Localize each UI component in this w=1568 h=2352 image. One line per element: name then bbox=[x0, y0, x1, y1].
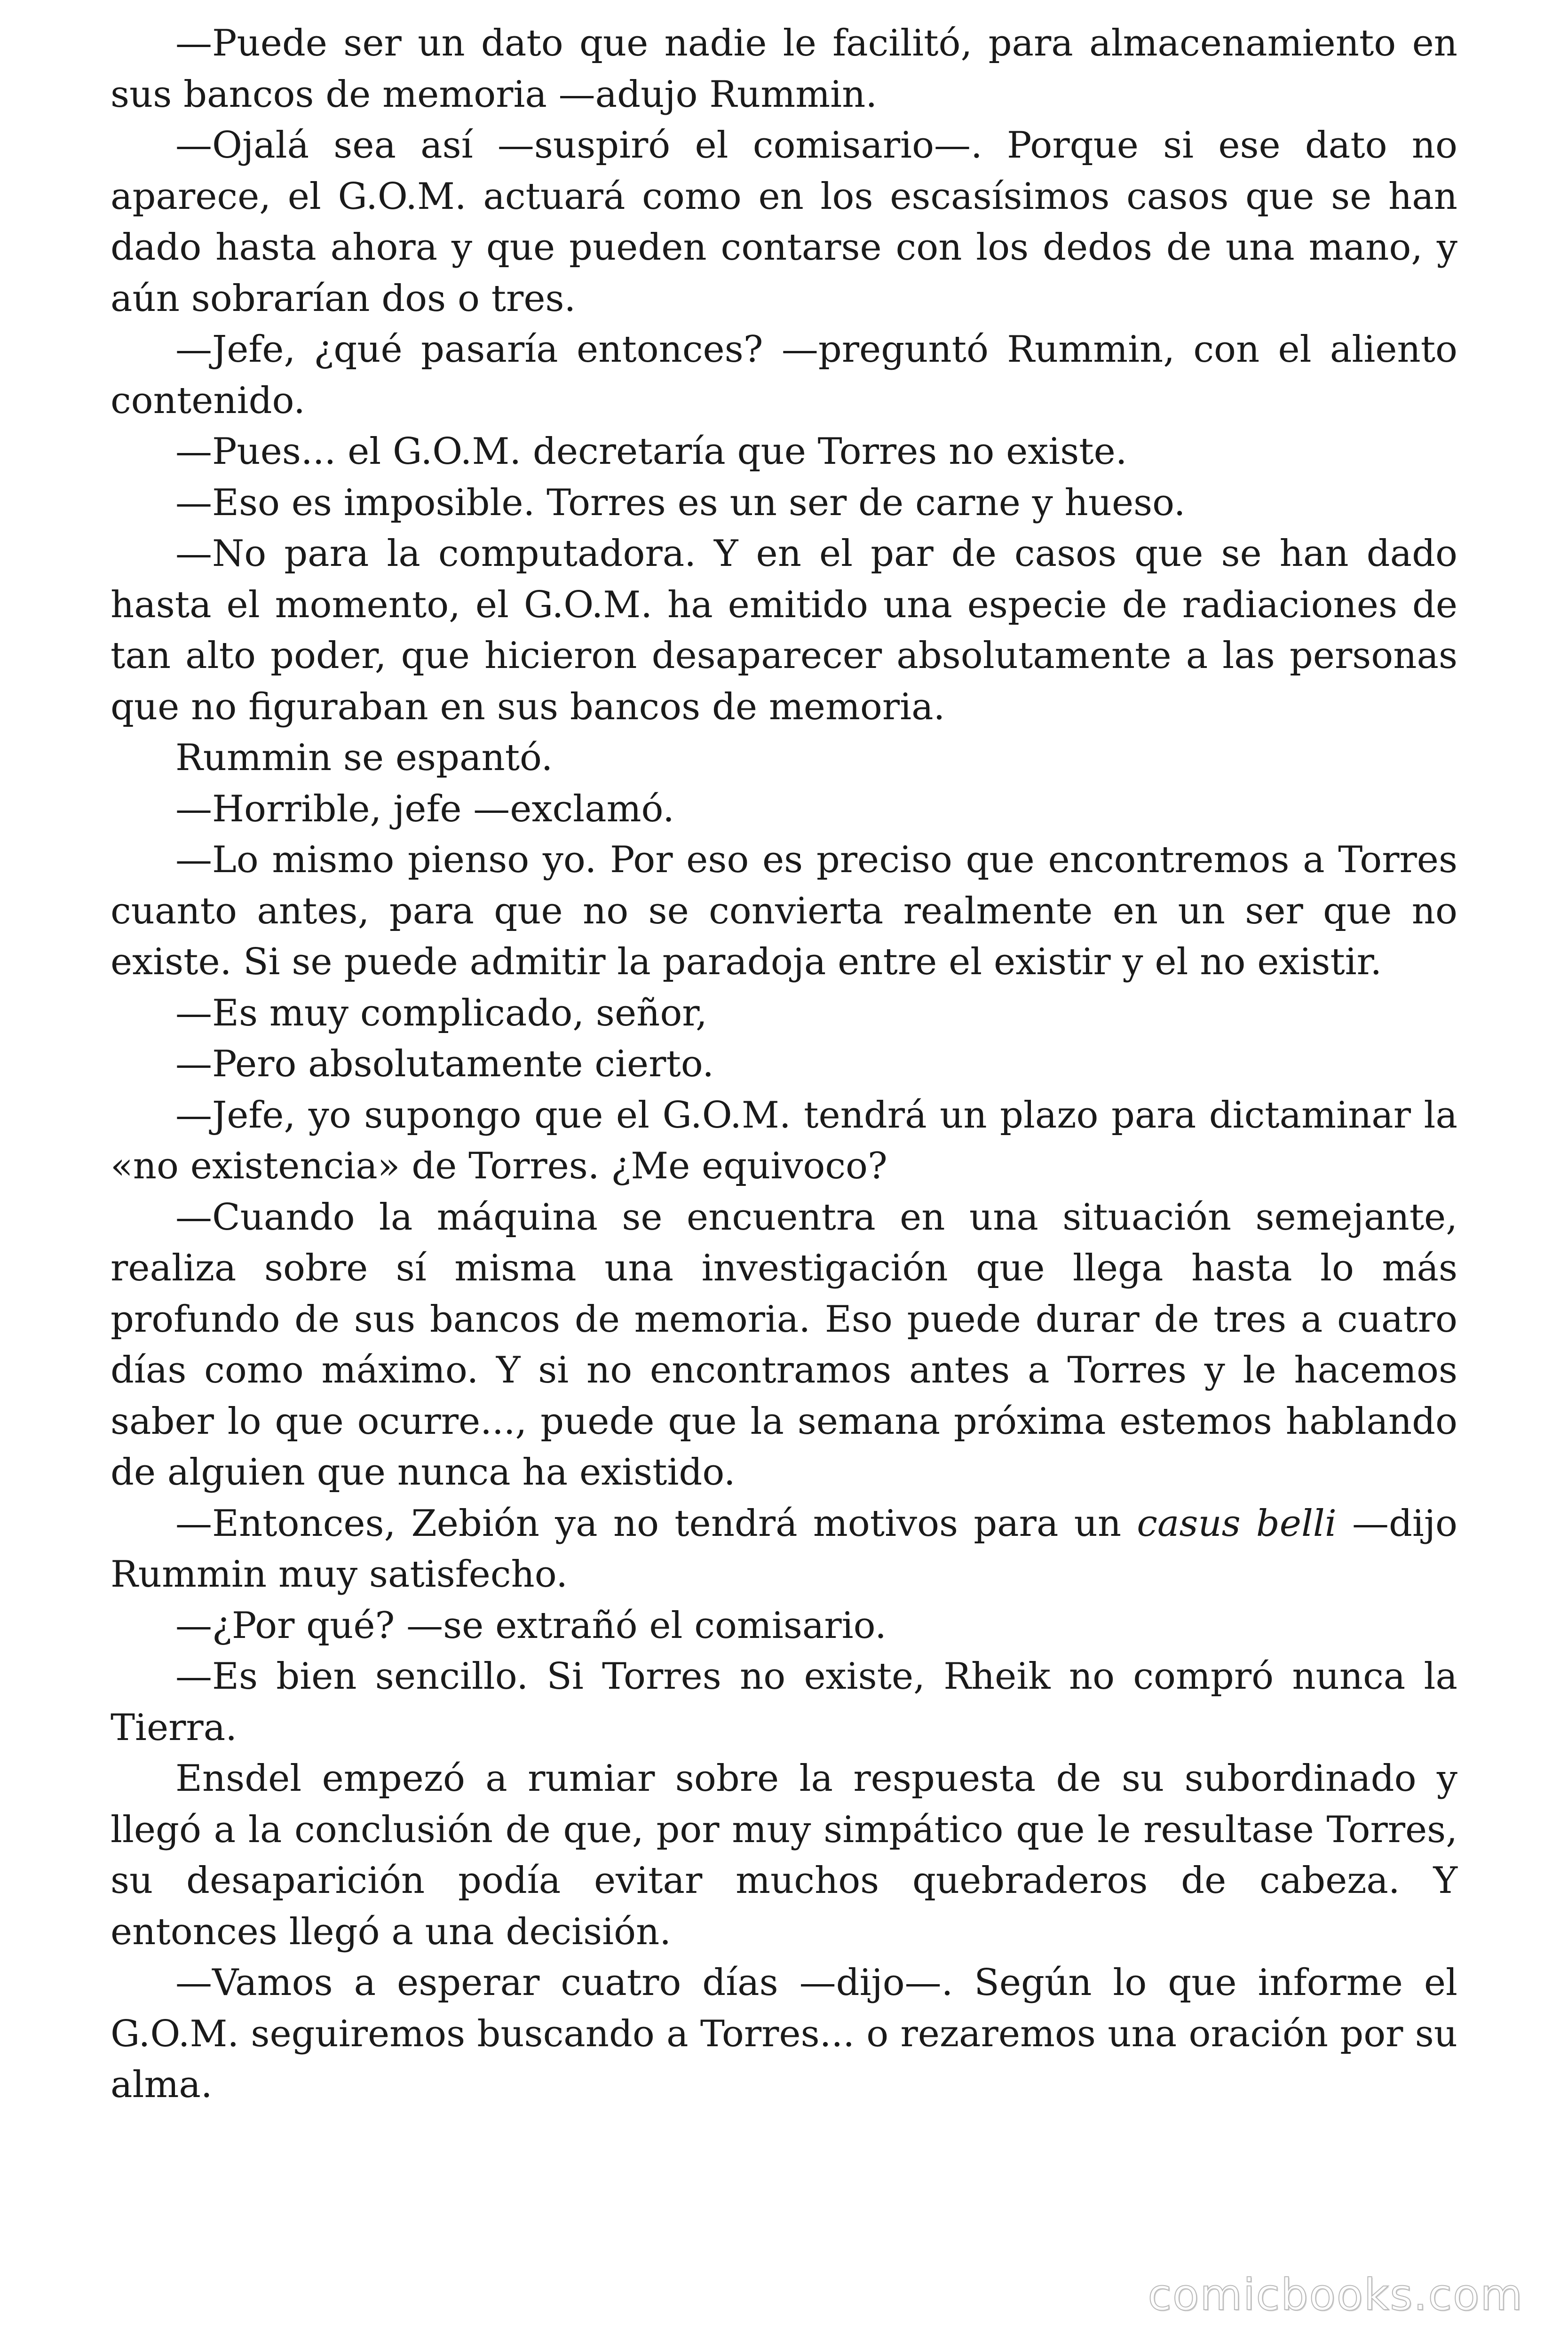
paragraph: —Es muy complicado, señor, bbox=[175, 992, 707, 1034]
paragraph: —Jefe, yo supongo que el G.O.M. tendrá un plazo para dictaminar la «no existencia» de Torres. ¿Me equivoco? bbox=[111, 1094, 1457, 1187]
paragraph: —Lo mismo pienso yo. Por eso es preciso que encontremos a Torres cuanto antes, para que no se convierta realmente en un ser que no existe. Si se puede admitir la paradoja entre el existir y el no existir. bbox=[111, 839, 1457, 983]
paragraph-casus-belli bbox=[111, 1498, 1457, 1600]
paragraph: —Cuando la máquina se encuentra en una situación semejante, realiza sobre sí misma una investigación que llega hasta lo más profundo de sus bancos de memoria. Eso puede durar de tres a cuatro días como máximo. Y si no encontramos antes a Torres y le hacemos saber lo que ocurre..., puede que la semana próxima estemos hablando de alguien que nunca ha existido. bbox=[111, 1196, 1457, 1494]
paragraph: —Pero absolutamente cierto. bbox=[175, 1043, 714, 1085]
paragraph: —¿Por qué? —se extrañó el comisario. bbox=[175, 1604, 887, 1647]
text-run: —dijo Rummin muy satisfecho. bbox=[111, 1502, 1457, 1596]
paragraph: —Es bien sencillo. Si Torres no existe, Rheik no compró nunca la Tierra. bbox=[111, 1655, 1457, 1749]
paragraph: —Jefe, ¿qué pasaría entonces? —preguntó Rummin, con el aliento contenido. bbox=[111, 328, 1457, 422]
paragraph: —Ojalá sea así —suspiró el comisario—. Porque si ese dato no aparece, el G.O.M. actuará como en los escasísimos casos que se han dado hasta ahora y que pueden contarse con los dedos de una mano, y aún sobrarían dos o tres. bbox=[111, 124, 1457, 320]
paragraph: —Horrible, jefe —exclamó. bbox=[175, 787, 674, 830]
paragraph: —Pues... el G.O.M. decretaría que Torres no existe. bbox=[175, 430, 1127, 473]
page-body bbox=[111, 18, 1457, 2111]
text-run: —Entonces, Zebión ya no tendrá motivos para un bbox=[175, 1502, 1137, 1545]
paragraph: —Eso es imposible. Torres es un ser de carne y hueso. bbox=[175, 481, 1186, 524]
italic-phrase: casus belli bbox=[1137, 1502, 1337, 1545]
paragraph: —Vamos a esperar cuatro días —dijo—. Según lo que informe el G.O.M. seguiremos buscando a Torres... o rezaremos una oración por su alma. bbox=[111, 1962, 1457, 2106]
paragraph: —No para la computadora. Y en el par de casos que se han dado hasta el momento, el G.O.M. ha emitido una especie de radiaciones de tan alto poder, que hicieron desaparecer absolutamente a las personas que no figuraban en sus bancos de memoria. bbox=[111, 532, 1457, 728]
paragraph: —Puede ser un dato que nadie le facilitó, para almacenamiento en sus bancos de memoria —adujo Rummin. bbox=[111, 22, 1457, 116]
watermark: comicbooks.com bbox=[1148, 2270, 1523, 2320]
paragraph: Ensdel empezó a rumiar sobre la respuesta de su subordinado y llegó a la conclusión de que, por muy simpático que le resultase Torres, su desaparición podía evitar muchos quebraderos de cabeza. Y entonces llegó a una decisión. bbox=[111, 1757, 1457, 1953]
paragraph: Rummin se espantó. bbox=[175, 737, 553, 779]
